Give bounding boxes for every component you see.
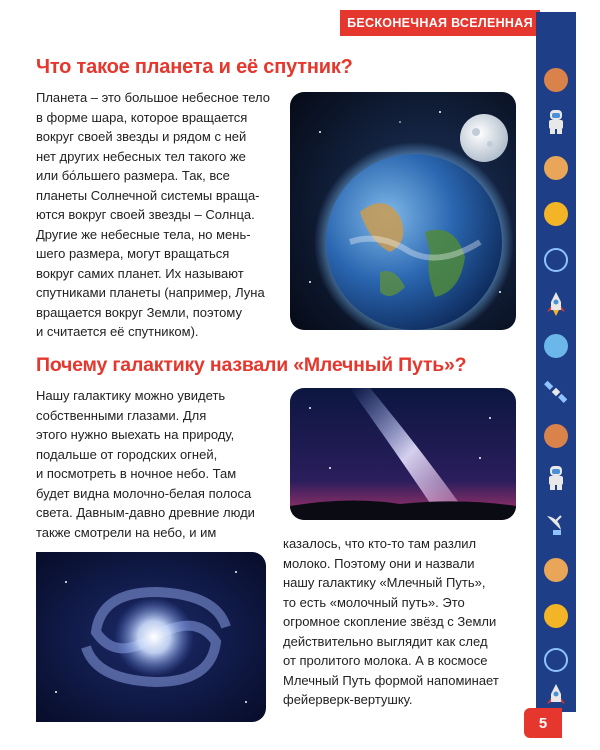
side-icon-strip: [536, 12, 576, 712]
comet-icon: [544, 604, 568, 628]
spiral-galaxy-photo: [36, 552, 266, 722]
astronaut-icon: [544, 110, 568, 134]
chapter-header: [340, 10, 540, 36]
rocket-icon: [544, 684, 568, 708]
satellite-icon: [544, 380, 568, 404]
rocket-icon: [544, 292, 568, 316]
earth-icon: [544, 156, 568, 180]
earth-moon-photo: [290, 92, 516, 330]
section1-heading: Что такое планета и её спутник?: [36, 56, 353, 78]
chapter-title: БЕСКОНЕЧНАЯ ВСЕЛЕННАЯ: [347, 16, 533, 30]
mars-planet-icon: [544, 68, 568, 92]
section2-text-part2: казалось, что кто-то там разлил молоко. Поэтому они и назвали нашу галактику «Млечный Путь», то есть «молочный путь». Это огромное скопление звёзд с Земли действительно выглядит как след от пролитого молока. А в космосе Млечный Путь формой напоминает фейерверк-вертушку.: [283, 536, 499, 707]
mars-planet-icon: [544, 424, 568, 448]
galaxy-icon: [544, 248, 568, 272]
saturn-icon: [544, 334, 568, 358]
satellite-dish-icon: [544, 512, 568, 536]
earth-icon: [544, 558, 568, 582]
section2-text-part1: Нашу галактику можно увидеть собственными глазами. Для этого нужно выехать на природу, подальше от городских огней, и посмотреть в ночное небо. Там будет видна молочно-белая полоса света. Давным-давно древние люди также смотрели на небо, и им: [36, 388, 255, 540]
page-number: 5: [524, 708, 562, 738]
galaxy-icon: [544, 648, 568, 672]
astronaut-icon: [544, 466, 568, 490]
milky-way-photo: [290, 388, 516, 520]
section1-text: Планета – это большое небесное тело в форме шара, которое вращается вокруг своей звезды и рядом с ней нет других небесных тел такого же или бо́льшего размера. Так, все планеты Солнечной системы враща- ются вокруг своей звезды – Солнца. Другие же небесные тела, но мень- шего размера, могут вращаться вокруг самих планет. Их называют спутниками планеты (например, Луна вращается вокруг Земли, поэтому и считается её спутником).: [36, 90, 270, 339]
comet-icon: [544, 202, 568, 226]
section2-heading: Почему галактику назвали «Млечный Путь»?: [36, 354, 467, 376]
